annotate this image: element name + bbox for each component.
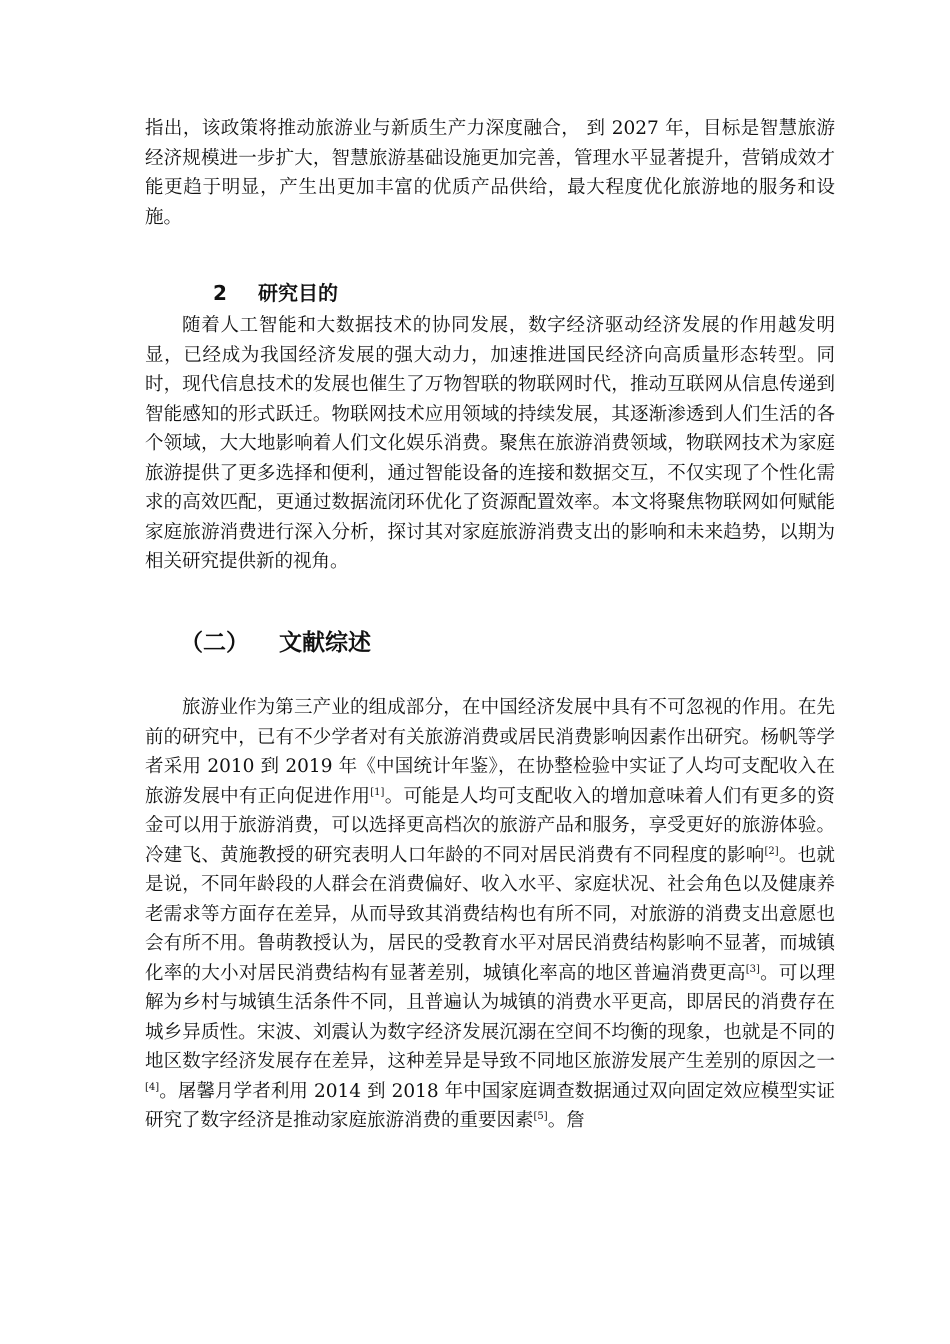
continuation-paragraph — [145, 114, 835, 232]
review-part-1: 旅游业作为第三产业的组成部分，在中国经济发展中具有不可忽视的作用。在先前的研究中，已有不少学者对有关旅游消费或居民消费影响因素作出研究。杨帆等学者采用 2010 到 2019 年《中国统计年鉴》，在协整检验中实证了人均可支配收入在旅游发展中有正向促进作用 — [145, 697, 835, 807]
citation-5[interactable]: [5] — [533, 1110, 548, 1122]
review-paragraph — [145, 693, 835, 1136]
heading-number: 2 — [213, 281, 227, 305]
purpose-paragraph — [145, 311, 835, 577]
review-text — [145, 693, 835, 1136]
heading-title: 研究目的 — [258, 281, 338, 305]
review-part-5: 。屠馨月学者利用 2014 到 2018 年中国家庭调查数据通过双向固定效应模型实证研究了数字经济是推动家庭旅游消费的重要因素 — [145, 1080, 835, 1131]
citation-2[interactable]: [2] — [764, 845, 779, 857]
section-number: （二） — [180, 630, 249, 656]
review-part-3: 。也就是说，不同年龄段的人群会在消费偏好、收入水平、家庭状况、社会角色以及健康养老需求等方面存在差异，从而导致其消费结构也有所不同，对旅游的消费支出意愿也会有所不用。鲁萌教授认为，居民的受教育水平对居民消费结构影响不显著，而城镇化率的大小对居民消费结构有显著差别，城镇化率高的地区普遍消费更高 — [145, 844, 835, 984]
purpose-text: 随着人工智能和大数据技术的协同发展，数字经济驱动经济发展的作用越发明显，已经成为我国经济发展的强大动力，加速推进国民经济向高质量形态转型。同时，现代信息技术的发展也催生了万物智联的物联网时代，推动互联网从信息传递到智能感知的形式跃迁。物联网技术应用领域的持续发展，其逐渐渗透到人们生活的各个领域，大大地影响着人们文化娱乐消费。聚焦在旅游消费领域，物联网技术为家庭旅游提供了更多选择和便利，通过智能设备的连接和数据交互，不仅实现了个性化需求的高效匹配，更通过数据流闭环优化了资源配置效率。本文将聚焦物联网如何赋能家庭旅游消费进行深入分析，探讨其对家庭旅游消费支出的影响和未来趋势，以期为相关研究提供新的视角。 — [145, 315, 835, 572]
citation-4[interactable]: [4] — [145, 1081, 160, 1093]
review-part-2: 。可能是人均可支配收入的增加意味着人们有更多的资金可以用于旅游消费，可以选择更高档次的旅游产品和服务，享受更好的旅游体验。冷建飞、黄施教授的研究表明人口年龄的不同对居民消费有不同程度的影响 — [145, 785, 835, 866]
citation-3[interactable]: [3] — [745, 963, 760, 975]
review-part-4: 。可以理解为乡村与城镇生活条件不同，且普遍认为城镇的消费水平更高，即居民的消费存在城乡异质性。宋波、刘震认为数字经济发展沉溺在空间不均衡的现象，也就是不同的地区数字经济发展存在差异，这种差异是导致不同地区旅游发展产生差别的原因之一 — [145, 962, 835, 1072]
citation-1[interactable]: [1] — [370, 786, 385, 798]
review-part-6: 。詹 — [547, 1110, 585, 1131]
continuation-text: 指出，该政策将推动旅游业与新质生产力深度融合， 到 2027 年，目标是智慧旅游经济规模进一步扩大，智慧旅游基础设施更加完善，管理水平显著提升，营销成效才能更趋于明显，产生出更加丰富的优质产品供给，最大程度优化旅游地的服务和设施。 — [145, 118, 835, 228]
section-title: 文献综述 — [279, 630, 371, 656]
